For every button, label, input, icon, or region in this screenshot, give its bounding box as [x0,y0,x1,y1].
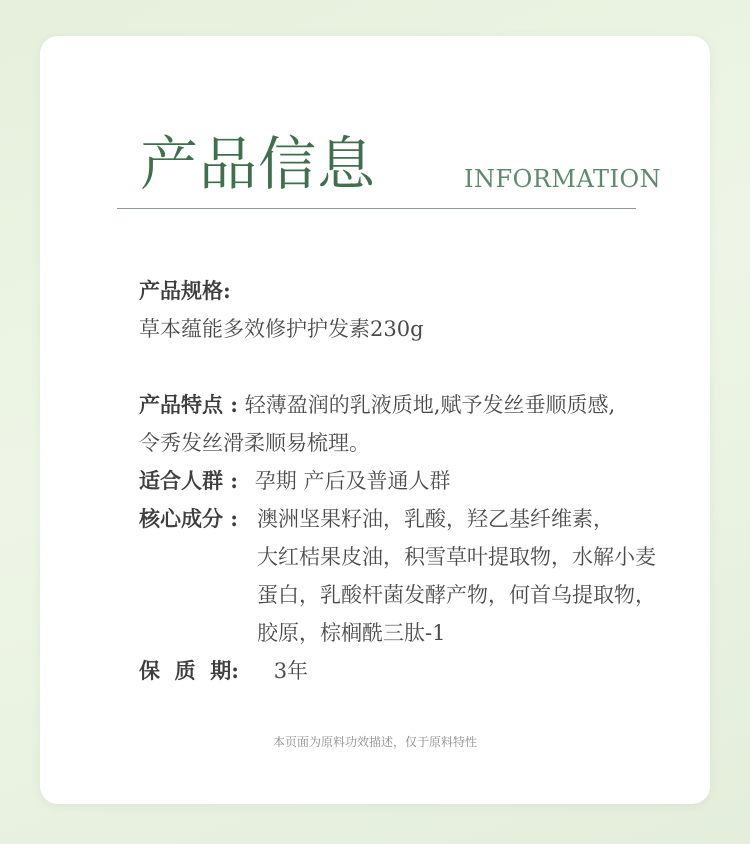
ingredients-line: 蛋白，乳酸杆菌发酵产物，何首乌提取物， [257,583,656,607]
page-subtitle-english: INFORMATION [464,165,662,193]
disclaimer-footnote: 本页面为原料功效描述，仅于原料特性 [272,735,477,749]
info-card [40,36,710,804]
features-value-line1: 轻薄盈润的乳液质地,赋予发丝垂顺质感, [244,393,616,417]
features-label: 产品特点 : [139,392,239,417]
shelf-life-value: 3年 [273,659,309,683]
audience-label: 适合人群 : [139,468,239,493]
section-spacer [139,348,704,386]
shelf-life-row [139,652,704,690]
title-divider [117,208,636,209]
ingredients-row [139,500,704,652]
ingredients-line: 澳洲坚果籽油，乳酸，羟乙基纤维素， [257,507,614,531]
ingredients-line: 胶原，棕榈酰三肽-1 [257,621,446,645]
features-value-line2: 令秀发丝滑柔顺易梳理。 [139,431,370,455]
spec-label: 产品规格: [139,278,231,303]
ingredients-label: 核心成分 : [139,506,239,531]
spec-value: 草本蕴能多效修护护发素230g [139,317,424,341]
page-title: 产品信息 [140,130,377,198]
product-info-content [139,272,704,690]
ingredients-list [257,500,704,652]
audience-row [139,462,704,500]
ingredients-line: 大红桔果皮油，积雪草叶提取物，水解小麦 [257,545,656,569]
features-row [139,386,704,424]
shelf-life-label: 保 质 期: [139,658,239,683]
audience-value: 孕期 产后及普通人群 [254,469,451,493]
